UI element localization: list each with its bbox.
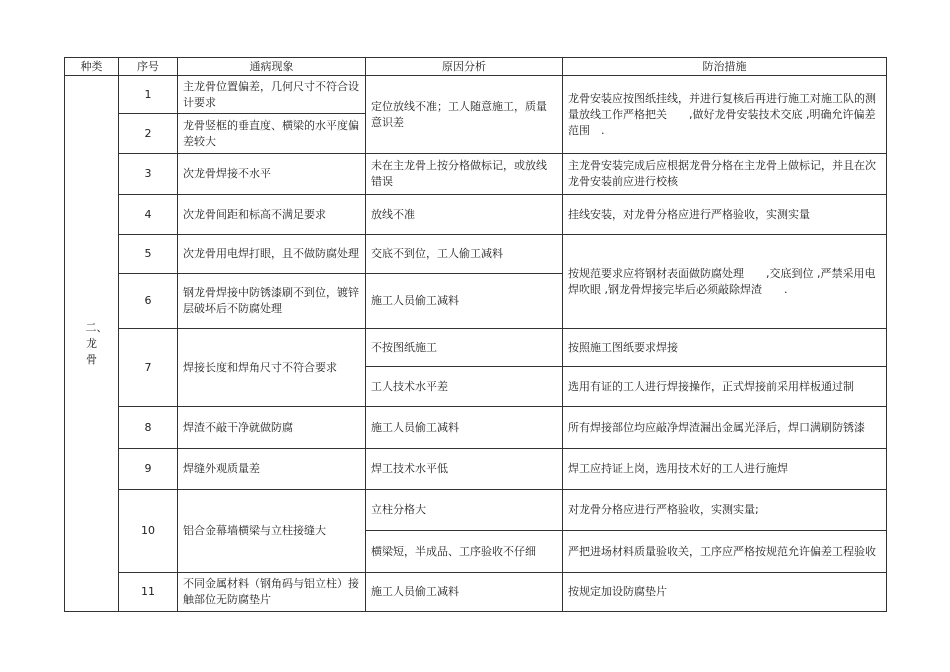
table-row <box>65 195 887 235</box>
measure-cell: 挂线安装，对龙骨分格应进行严格验收，实测实量 <box>563 195 887 235</box>
cause-cell: 立柱分格大 <box>366 490 563 531</box>
row-number: 8 <box>119 407 178 449</box>
measure-cell: 主龙骨安装完成后应根据龙骨分格在主龙骨上做标记，并且在次龙骨安装前应进行校核 <box>563 154 887 195</box>
measure-cell: 焊工应持证上岗，选用技术好的工人进行施焊 <box>563 449 887 490</box>
cause-cell: 不按图纸施工 <box>366 329 563 367</box>
measure-cell: 严把进场材料质量验收关，工序应严格按规范允许偏差工程验收 <box>563 531 887 573</box>
header-category: 种类 <box>65 58 119 76</box>
row-number: 3 <box>119 154 178 195</box>
table-row <box>65 407 887 449</box>
header-measure: 防治措施 <box>563 58 887 76</box>
symptom-cell: 次龙骨用电焊打眼，且不做防腐处理 <box>178 235 366 274</box>
row-number: 4 <box>119 195 178 235</box>
header-symptom: 通病现象 <box>178 58 366 76</box>
cause-cell: 工人技术水平差 <box>366 367 563 407</box>
table-row <box>65 235 887 274</box>
cause-cell: 交底不到位，工人偷工减料 <box>366 235 563 274</box>
category-label: 二、龙骨 <box>85 320 108 366</box>
symptom-cell: 主龙骨位置偏差，几何尺寸不符合设计要求 <box>178 76 366 114</box>
table-row <box>65 329 887 367</box>
symptom-cell: 次龙骨间距和标高不满足要求 <box>178 195 366 235</box>
symptom-cell: 焊接长度和焊角尺寸不符合要求 <box>178 329 366 407</box>
measure-cell: 按照施工图纸要求焊接 <box>563 329 887 367</box>
cause-cell: 施工人员偷工减料 <box>366 407 563 449</box>
header-cause: 原因分析 <box>366 58 563 76</box>
cause-cell: 放线不准 <box>366 195 563 235</box>
symptom-cell: 钢龙骨焊接中防锈漆刷不到位，镀锌层破坏后不防腐处理 <box>178 274 366 329</box>
table-row <box>65 573 887 612</box>
cause-cell: 施工人员偷工减料 <box>366 274 563 329</box>
symptom-cell: 不同金属材料（钢角码与铝立柱）接触部位无防腐垫片 <box>178 573 366 612</box>
symptom-cell: 铝合金幕墙横梁与立柱接缝大 <box>178 490 366 573</box>
header-number: 序号 <box>119 58 178 76</box>
table-row <box>65 449 887 490</box>
row-number: 7 <box>119 329 178 407</box>
cause-cell: 施工人员偷工减料 <box>366 573 563 612</box>
measure-cell: 龙骨安装应按图纸挂线，并进行复核后再进行施工对施工队的测量放线工作严格把关 ,做好龙骨安装技术交底 ,明确允许偏差范围 . <box>563 76 887 154</box>
measure-cell: 选用有证的工人进行焊接操作，正式焊接前采用样板通过制 <box>563 367 887 407</box>
measure-cell: 对龙骨分格应进行严格验收，实测实量; <box>563 490 887 531</box>
table-row <box>65 154 887 195</box>
cause-cell: 未在主龙骨上按分格做标记，或放线错误 <box>366 154 563 195</box>
table-row <box>65 76 887 114</box>
cause-cell: 定位放线不准；工人随意施工，质量意识差 <box>366 76 563 154</box>
cause-cell: 横梁短，半成品、工序验收不仔细 <box>366 531 563 573</box>
row-number: 6 <box>119 274 178 329</box>
row-number: 5 <box>119 235 178 274</box>
symptom-cell: 焊缝外观质量差 <box>178 449 366 490</box>
row-number: 1 <box>119 76 178 114</box>
symptom-cell: 次龙骨焊接不水平 <box>178 154 366 195</box>
row-number: 10 <box>119 490 178 573</box>
header-row <box>65 58 887 76</box>
measure-cell: 所有焊接部位均应敲净焊渣漏出金属光泽后，焊口满刷防锈漆 <box>563 407 887 449</box>
cause-cell: 焊工技术水平低 <box>366 449 563 490</box>
row-number: 11 <box>119 573 178 612</box>
row-number: 2 <box>119 114 178 154</box>
category-cell <box>65 76 119 612</box>
symptom-cell: 焊渣不敲干净就做防腐 <box>178 407 366 449</box>
measure-cell: 按规定加设防腐垫片 <box>563 573 887 612</box>
measure-cell: 按规范要求应将钢材表面做防腐处理 ,交底到位 ,严禁采用电焊吹眼 ,钢龙骨焊接完毕后必须敲除焊渣 . <box>563 235 887 329</box>
symptom-cell: 龙骨竖框的垂直度、横梁的水平度偏差较大 <box>178 114 366 154</box>
row-number: 9 <box>119 449 178 490</box>
table-row <box>65 490 887 531</box>
defect-table <box>64 57 887 612</box>
